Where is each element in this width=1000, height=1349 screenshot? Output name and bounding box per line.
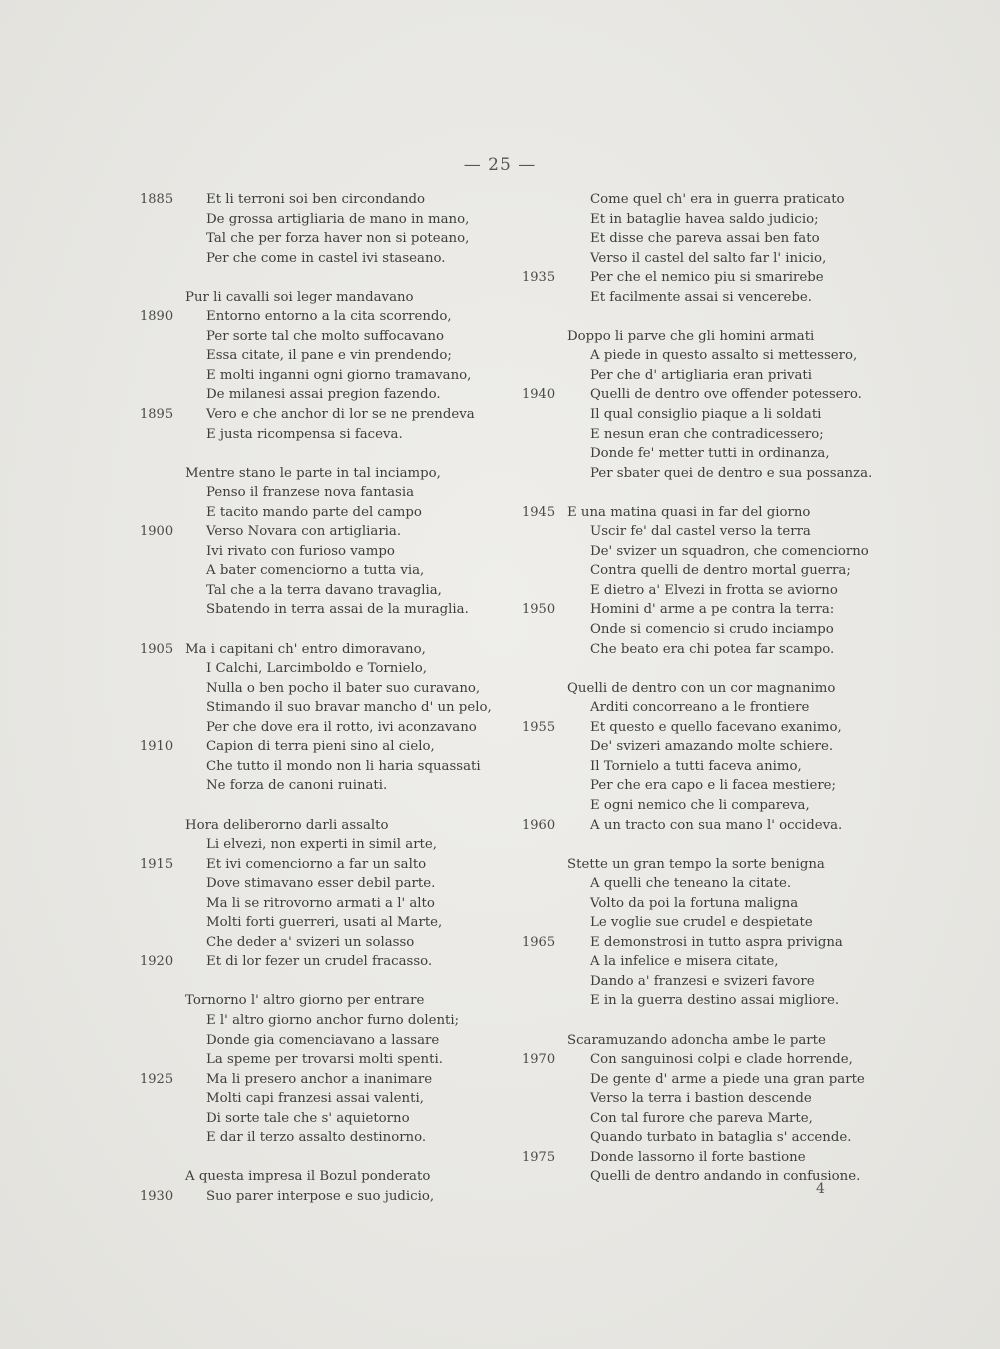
verse-text: E demonstrosi in tutto aspra privigna [590,934,843,950]
verse-line [522,913,882,933]
line-number: 1975 [522,1149,556,1165]
verse-line [522,855,882,875]
verse-text: Et di lor fezer un crudel fracasso. [206,954,433,970]
stanza-gap [140,268,480,288]
verse-text: Quelli de dentro ove offender potessero. [590,387,862,403]
verse-line [140,346,480,366]
verse-text: Il qual consiglio piaque a li soldati [590,407,822,423]
verse-text: Quando turbato in bataglia s' accende. [590,1130,852,1146]
verse-line [140,210,480,230]
stanza-gap [140,444,480,464]
line-number: 1905 [140,641,174,657]
verse-line [140,190,480,210]
verse-text: Ma li se ritrovorno armati a l' alto [206,895,435,911]
verse-line [522,542,882,562]
verse-text: Quelli de dentro con un cor magnanimo [567,680,836,696]
stanza-gap [140,972,480,992]
verse-text: La speme per trovarsi molti spenti. [206,1052,443,1068]
verse-text: Quelli de dentro andando in confusione. [590,1169,861,1185]
verse-text: E una matina quasi in far del giorno [567,504,811,520]
verse-text: Con tal furore che pareva Marte, [590,1110,813,1126]
verse-text: E in la guerra destino assai migliore. [590,993,840,1009]
verse-line [522,640,882,660]
line-number: 1910 [140,739,174,755]
verse-line [140,640,480,660]
verse-text: Et ivi comenciorno a far un salto [206,856,427,872]
verse-line [522,581,882,601]
stanza-gap [522,483,882,503]
verse-line [522,1070,882,1090]
verse-line [522,346,882,366]
verse-text: Molti capi franzesi assai valenti, [206,1091,424,1107]
verse-line [140,718,480,738]
verse-text: Volto da poi la fortuna maligna [590,895,799,911]
verse-line [522,366,882,386]
verse-text: De gente d' arme a piede una gran parte [590,1071,865,1087]
verse-text: Il Tornielo a tutti faceva animo, [590,758,802,774]
verse-line [140,1187,480,1207]
verse-text: Ne forza de canoni ruinati. [206,778,388,794]
verse-text: E justa ricompensa si faceva. [206,426,403,442]
verse-text: Et facilmente assai si vencerebe. [590,289,812,305]
verse-text: Le voglie sue crudel e despietate [590,915,813,931]
line-number: 1935 [522,270,556,286]
verse-text: Come quel ch' era in guerra praticato [590,192,845,207]
right-column [522,190,882,1187]
verse-text: Di sorte tale che s' aquietorno [206,1110,410,1126]
verse-line [522,952,882,972]
verse-line [522,1109,882,1129]
verse-text: Pur li cavalli soi leger mandavano [185,289,414,305]
verse-text: Che beato era chi potea far scampo. [590,641,835,657]
verse-text: Stette un gran tempo la sorte benigna [567,856,825,872]
stanza-gap [522,659,882,679]
verse-text: Capion di terra pieni sino al cielo, [206,739,435,755]
verse-text: Verso Novara con artigliaria. [206,524,402,540]
verse-line [522,561,882,581]
verse-line [522,385,882,405]
line-number: 1915 [140,856,174,872]
verse-text: Mentre stano le parte in tal inciampo, [185,465,441,481]
verse-text: Ivi rivato con furioso vampo [206,543,395,559]
verse-line [140,1089,480,1109]
verse-text: Donde fe' metter tutti in ordinanza, [590,446,830,462]
left-column [140,190,492,1206]
verse-text: De grossa artigliaria de mano in mano, [206,211,470,227]
verse-line [140,522,480,542]
verse-line [140,991,480,1011]
verse-text: De' svizer un squadron, che comenciorno [590,543,869,559]
verse-line [522,464,882,484]
verse-line [140,757,480,777]
line-number: 1945 [522,504,556,520]
verse-line [140,385,480,405]
verse-text: Contra quelli de dentro mortal guerra; [590,563,851,579]
verse-line [140,600,480,620]
verse-line [140,464,480,484]
verse-text: Homini d' arme a pe contra la terra: [590,602,835,618]
verse-text: E tacito mando parte del campo [206,504,422,520]
line-number: 1900 [140,524,174,540]
verse-line [522,776,882,796]
verse-line [140,581,480,601]
verse-text: Per che d' artigliaria eran privati [590,367,812,383]
verse-text: Arditi concorreano a le frontiere [590,700,810,716]
verse-text: Entorno entorno a la cita scorrendo, [206,309,452,325]
verse-line [140,1011,480,1031]
verse-line [140,1050,480,1070]
verse-line [140,425,480,445]
verse-line [522,1128,882,1148]
verse-text: Doppo li parve che gli homini armati [567,328,815,344]
stanza-gap [140,620,480,640]
verse-line [140,659,480,679]
verse-line [140,503,480,523]
verse-line [140,776,480,796]
verse-line [522,757,882,777]
stanza-gap [140,796,480,816]
verse-text: A bater comenciorno a tutta via, [206,563,425,579]
verse-text: E dietro a' Elvezi in frotta se aviorno [590,582,838,598]
verse-text: Et in bataglie havea saldo judicio; [590,211,819,227]
verse-line [140,933,480,953]
verse-text: Tal che a la terra davano travaglia, [206,582,442,598]
verse-line [522,444,882,464]
verse-text: Essa citate, il pane e vin prendendo; [206,348,452,364]
verse-line [522,679,882,699]
verse-text: A quelli che teneano la citate. [590,876,792,892]
verse-line [522,210,882,230]
verse-text: Donde gia comenciavano a lassare [206,1032,440,1048]
verse-text: Suo parer interpose e suo judicio, [206,1188,435,1204]
verse-text: E dar il terzo assalto destinorno. [206,1130,427,1146]
verse-text: Penso il franzese nova fantasia [206,485,415,501]
verse-text: Per che el nemico piu si smarirebe [590,270,824,286]
verse-text: Con sanguinosi colpi e clade horrende, [590,1052,853,1068]
verse-text: Donde lassorno il forte bastione [590,1149,806,1165]
verse-text: De' svizeri amazando molte schiere. [590,739,834,755]
verse-text: De milanesi assai pregion fazendo. [206,387,441,403]
verse-line [140,561,480,581]
verse-text: Ma li presero anchor a inanimare [206,1071,433,1087]
verse-text: Onde si comencio si crudo inciampo [590,622,834,638]
verse-text: A un tracto con sua mano l' occideva. [590,817,843,833]
verse-text: Per che come in castel ivi staseano. [206,250,446,266]
verse-text: Dando a' franzesi e svizeri favore [590,973,815,989]
line-number: 1965 [522,934,556,950]
verse-text: A questa impresa il Bozul ponderato [185,1169,431,1185]
line-number: 1885 [140,192,174,207]
verse-text: Nulla o ben pocho il bater suo curavano, [206,680,481,696]
line-number: 1950 [522,602,556,618]
verse-text: Scaramuzando adoncha ambe le parte [567,1032,826,1048]
verse-line [522,933,882,953]
line-number: 1890 [140,309,174,325]
stanza-gap [522,835,882,855]
verse-text: E ogni nemico che li compareva, [590,797,810,813]
verse-line [140,1109,480,1129]
verse-text: Tal che per forza haver non si poteano, [206,231,470,247]
verse-line [522,796,882,816]
line-number: 1930 [140,1188,174,1204]
stanza-gap [140,1148,480,1168]
verse-line [522,190,882,210]
verse-line [140,1070,480,1090]
verse-line [522,268,882,288]
verse-line [522,874,882,894]
verse-text: Dove stimavano esser debil parte. [206,876,436,892]
verse-line [140,288,480,308]
verse-line [140,874,480,894]
verse-text: Che tutto il mondo non li haria squassati [206,758,481,774]
verse-line [522,1167,882,1187]
verse-text: Per che dove era il rotto, ivi aconzavano [206,719,477,735]
verse-line [140,737,480,757]
line-number: 1960 [522,817,556,833]
verse-text: E molti inganni ogni giorno tramavano, [206,367,472,383]
verse-text: Verso il castel del salto far l' inicio, [590,250,827,266]
verse-line [522,249,882,269]
line-number: 1895 [140,407,174,423]
verse-text: Tornorno l' altro giorno per entrare [185,993,425,1009]
verse-text: Molti forti guerreri, usati al Marte, [206,915,443,931]
signature-mark: 4 [816,1181,825,1197]
verse-text: Et questo e quello facevano exanimo, [590,719,842,735]
verse-line [522,1031,882,1051]
verse-line [140,229,480,249]
verse-line [140,249,480,269]
verse-text: Sbatendo in terra assai de la muraglia. [206,602,469,618]
verse-line [522,698,882,718]
verse-text: Per sorte tal che molto suffocavano [206,328,444,344]
verse-line [522,1050,882,1070]
verse-line [522,600,882,620]
verse-line [140,913,480,933]
line-number: 1925 [140,1071,174,1087]
verse-line [140,679,480,699]
verse-text: I Calchi, Larcimboldo e Tornielo, [206,661,427,677]
verse-text: Verso la terra i bastion descende [590,1091,812,1107]
verse-text: Et disse che pareva assai ben fato [590,231,820,247]
verse-text: Li elvezi, non experti in simil arte, [206,837,437,853]
verse-line [140,894,480,914]
verse-text: Uscir fe' dal castel verso la terra [590,524,811,540]
verse-line [140,307,480,327]
verse-text: Et li terroni soi ben circondando [206,192,426,207]
verse-line [140,816,480,836]
verse-line [140,1167,480,1187]
verse-line [522,229,882,249]
stanza-gap [522,307,882,327]
verse-text: A piede in questo assalto si mettessero, [590,348,858,364]
verse-line [140,483,480,503]
verse-line [522,1089,882,1109]
verse-line [522,1148,882,1168]
verse-line [140,952,480,972]
line-number: 1955 [522,719,556,735]
verse-text: Per sbater quei de dentro e sua possanza. [590,465,873,481]
verse-line [522,972,882,992]
verse-line [522,737,882,757]
verse-line [522,522,882,542]
verse-text: Stimando il suo bravar mancho d' un pelo, [206,700,492,716]
verse-line [522,620,882,640]
verse-line [522,718,882,738]
line-number: 1970 [522,1052,556,1068]
stanza-gap [522,1011,882,1031]
verse-line [140,698,492,718]
verse-line [522,816,882,836]
verse-text: E l' altro giorno anchor furno dolenti; [206,1012,460,1028]
verse-text: Che deder a' svizeri un solasso [206,934,415,950]
page-number-header: — 25 — [463,155,537,175]
verse-line [522,327,882,347]
verse-line [140,366,480,386]
verse-line [140,1031,480,1051]
verse-line [522,503,882,523]
verse-line [140,542,480,562]
verse-line [522,405,882,425]
verse-text: Per che era capo e li facea mestiere; [590,778,837,794]
verse-text: Hora deliberorno darli assalto [185,817,389,833]
verse-line [522,288,882,308]
line-number: 1920 [140,954,174,970]
verse-text: Ma i capitani ch' entro dimoravano, [185,641,426,657]
verse-line [140,855,480,875]
verse-line [140,327,480,347]
verse-line [140,835,480,855]
verse-line [140,405,480,425]
verse-text: Vero e che anchor di lor se ne prendeva [206,407,475,423]
line-number: 1940 [522,387,556,403]
verse-line [522,425,882,445]
verse-line [140,1128,480,1148]
verse-text: E nesun eran che contradicessero; [590,426,824,442]
verse-text: A la infelice e misera citate, [590,954,779,970]
verse-line [522,894,882,914]
verse-line [522,991,882,1011]
